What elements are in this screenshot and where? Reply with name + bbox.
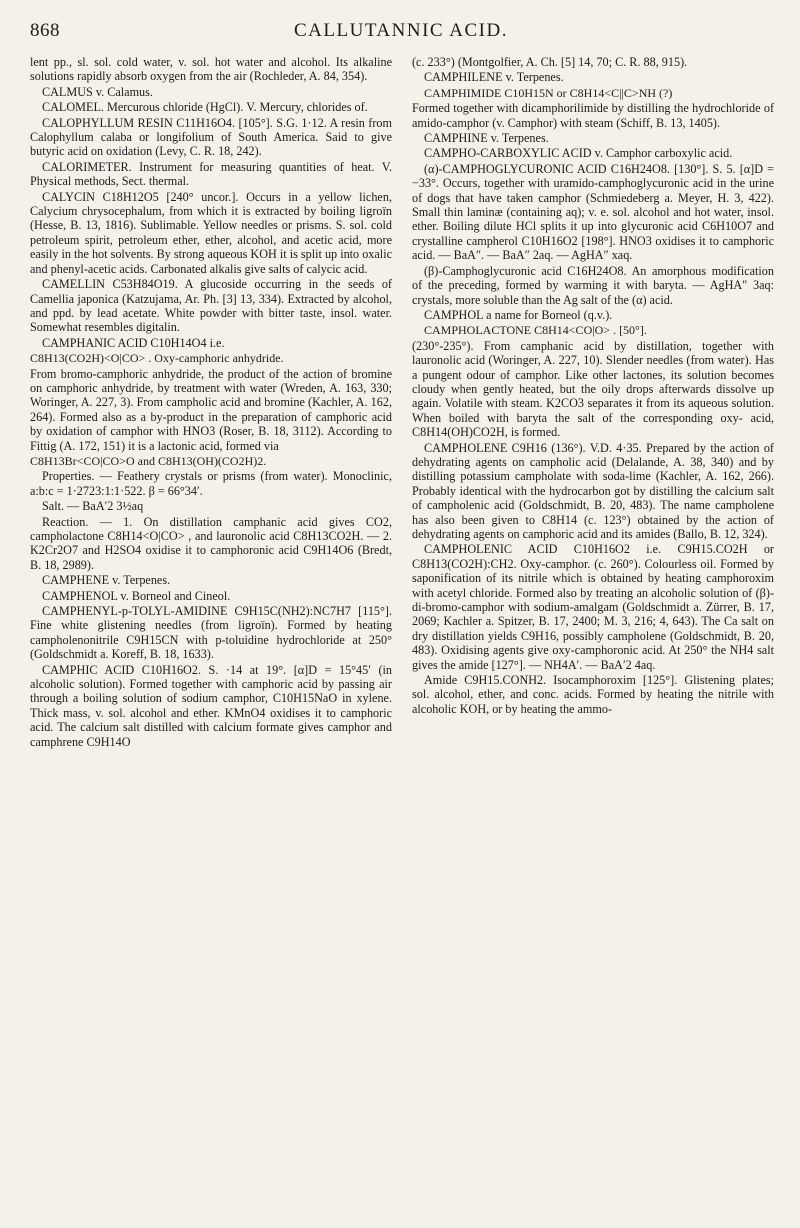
entry-camphanic-body: From bromo-camphoric anhydride, the product of the action of bromine on camphoric anhydride, by treatment with water (Wreden, A. 163, 330; Woringer, A. 227, 3). From campholic acid and bromine (Kachler, A. 162, 264). Formed also as a by-product in the preparation of camphoric acid by oxidation of camphor with HNO3 (Roser, B. 18, 3112). According to Fittig (A. 172, 151) it is a lactonic acid, formed via	[30, 366, 392, 453]
entry-campho-carboxylic-acid: CAMPHO-CARBOXYLIC ACID v. Camphor carboxylic acid.	[424, 146, 733, 161]
entry-camellin: CAMELLIN C53H84O19. A glucoside occurring in the seeds of Camellia japonica (Katzujama, Ar. Ph. [3] 13, 334). Extracted by alcohol, and ppd. by lead acetate. White powder with bitter taste, insol. water. Somewhat resembles digitalin.	[30, 277, 392, 335]
right-column	[412, 55, 774, 750]
entry-camphimide: CAMPHIMIDE C10H15N or C8H14<C||C>NH (?)	[424, 85, 673, 100]
entry-camphene: CAMPHENE v. Terpenes.	[42, 573, 171, 588]
entry-campholactone: CAMPHOLACTONE C8H14<CO|O> . [50°].	[424, 323, 647, 338]
entry-salt: Salt. — BaA′2 3½aq	[42, 499, 144, 514]
two-column-body	[30, 55, 774, 750]
entry-camphanic-acid: CAMPHANIC ACID C10H14O4 i.e.	[42, 335, 225, 350]
entry-camphilene: CAMPHILENE v. Terpenes.	[424, 70, 564, 85]
running-header	[30, 20, 772, 46]
entry-properties: Properties. — Feathery crystals or prisms (from water). Monoclinic, a:b:c = 1·2723:1:1·522. β = 66°34′.	[30, 469, 392, 498]
entry-camphine: CAMPHINE v. Terpenes.	[424, 131, 549, 146]
entry-camphenyl-tolyl-amidine: CAMPHENYL-p-TOLYL-AMIDINE C9H15C(NH2):NC7H7 [115°]. Fine white glistening needles (from ligroïn). Formed by heating campholenonitrile C9H15CN with p-toluidine hydrochloride at 250° (Goldschmidt a. Koreff, B. 18, 1633).	[30, 604, 392, 662]
entry-alpha-camphoglycuronic-acid: (α)-CAMPHOGLYCURONIC ACID C16H24O8. [130°]. S. 5. [α]D = −33°. Occurs, together with uramido-camphoglycuronic acid in the urine of dogs that have taken camphor (Schmiedeberg a. Meyer, H. 3, 422). Small thin laminæ (containing aq); v. e. sol. alcohol and hot water, insol. ether. Boiling dilute HCl splits it up into glycuronic acid C6H10O7 and crystalline campherol C10H16O2 [198°]. HNO3 oxidises it to camphoric acid. — BaA″. — BaA″ 2aq. — AgHA″ xaq.	[412, 161, 774, 263]
entry-campholenic-acid: CAMPHOLENIC ACID C10H16O2 i.e. C9H15.CO2H or C8H13(CO2H):CH2. Oxy-camphor. (c. 260°). Colourless oil. Formed by saponification of its nitrile which is obtained by heating camphoroxim with acetyl chloride. Formed also by treating an alcoholic solution of (β)-di-bromo-camphor with sodium-amalgam (Goldschmidt a. Zürrer, B. 17, 2069; Kachler a. Spitzer, B. 17, 2400; M. 3, 216; 4, 643). The Ca salt on dry distillation yields C9H16, possibly campholene (Goldschmidt, B. 20, 483). Oxidising agents give oxy-camphoronic acid. At 250° the NH4 salt gives the amide [127°]. — NH4A′. — BaA′2 4aq.	[412, 542, 774, 672]
entry-camphic-acid: CAMPHIC ACID C10H16O2. S. ·14 at 19°. [α]D = 15°45′ (in alcoholic solution). Formed together with camphoric acid by passing air through a boiling solution of sodium camphor, C10H15NaO in xylene. Thick mass, v. sol. alcohol and ether. KMnO4 oxidises it to camphoric acid. The calcium salt distilled with calcium formate gives camphor and camphrene C9H14O	[30, 662, 392, 749]
entry-camphol: CAMPHOL a name for Borneol (q.v.).	[424, 307, 613, 322]
entry-calmus: CALMUS v. Calamus.	[42, 84, 153, 99]
entry-calycin: CALYCIN C18H12O5 [240° uncor.]. Occurs in a yellow lichen, Calycium chrysocephalum, from which it is extracted by boiling ligroïn (Hesse, B. 13, 1816). Sublimable. Yellow needles or prisms. S. sol. cold petroleum spirit, petroleum ether, ether, alcohol, and acetic acid, more easily in the hot solvents. By strong aqueous KOH it is split up into oxalic and phenyl-acetic acids. Carbonated alkalis give salts of calycic acid.	[30, 189, 392, 276]
entry-reaction: Reaction. — 1. On distillation camphanic acid gives CO2, campholactone C8H14<O|CO> , and lauronolic acid C8H13CO2H. — 2. K2Cr2O7 and H2SO4 oxidise it to camphoronic acid C9H14O6 (Bredt, B. 18, 2989).	[30, 514, 392, 572]
entry-camphimide-body: Formed together with dicamphorilimide by distilling the hydrochloride of amido-camphor (v. Camphor) with steam (Schiff, B. 13, 1405).	[412, 101, 774, 130]
left-column	[30, 55, 392, 750]
page-number: 868	[30, 20, 60, 41]
entry-calophyllum-resin: CALOPHYLLUM RESIN C11H16O4. [105°]. S.G. 1·12. A resin from Calophyllum calaba or longifolium of South America. Said to give butyric acid on oxidation (Levy, C. R. 18, 242).	[30, 115, 392, 159]
entry-paragraph: lent pp., sl. sol. cold water, v. sol. hot water and alcohol. Its alkaline solutions rapidly absorb oxygen from the air (Rochleder, A. 84, 354).	[30, 55, 392, 84]
entry-campholactone-body: (230°-235°). From camphanic acid by distillation, together with lauronolic acid (Woringer, A. 227, 10). Slender needles (from water). Has a pungent odour of camphor. Like other lactones, its solution becomes cloudy when gently heated, but the oily drops afterwards dissolve up again. Volatile with steam. K2CO3 separates it from its aqueous solution. When boiled with baryta the salt of the corresponding oxy- acid, C8H14(OH)CO2H, is formed.	[412, 338, 774, 440]
entry-amide: Amide C9H15.CONH2. Isocamphoroxim [125°]. Glistening plates; sol. alcohol, ether, and conc. acids. Formed by heating the nitrile with alcoholic KOH, or by heating the ammo-	[412, 673, 774, 716]
page-title: CALLUTANNIC ACID.	[294, 20, 508, 41]
entry-beta-camphoglycuronic-acid: (β)-Camphoglycuronic acid C16H24O8. An amorphous modification of the preceding, formed by warming it with baryta. — AgHA″ 3aq: crystals, more soluble than the Ag salt of the (α) acid.	[412, 263, 774, 307]
entry-calomel: CALOMEL. Mercurous chloride (HgCl). V. Mercury, chlorides of.	[42, 100, 368, 115]
entry-continuation: (c. 233°) (Montgolfier, A. Ch. [5] 14, 70; C. R. 88, 915).	[412, 55, 688, 69]
formula-oxy-camphoric-anhydride: C8H13(CO2H)<O|CO> . Oxy-camphoric anhydride.	[30, 351, 284, 366]
entry-campholene: CAMPHOLENE C9H16 (136°). V.D. 4·35. Prepared by the action of dehydrating agents on campholic acid (Delalande, A. 38, 340) and by distilling potassium campholate with soda-lime (Kachler, A. 162, 266). Probably identical with the hydrocarbon got by distilling the calcium salt of campholenic acid (Goldschmidt, B. 20, 483). The name campholene has also been given to C8H14 (c. 123°) obtained by the action of dehydrating agents on camphoric acid and its amides (Ballo, B. 12, 324).	[412, 440, 774, 541]
formula-fittig: C8H13Br<CO|CO>O and C8H13(OH)(CO2H)2.	[30, 453, 267, 468]
entry-calorimeter: CALORIMETER. Instrument for measuring quantities of heat. V. Physical methods, Sect. thermal.	[30, 159, 392, 189]
entry-camphenol: CAMPHENOL v. Borneol and Cineol.	[42, 588, 231, 603]
